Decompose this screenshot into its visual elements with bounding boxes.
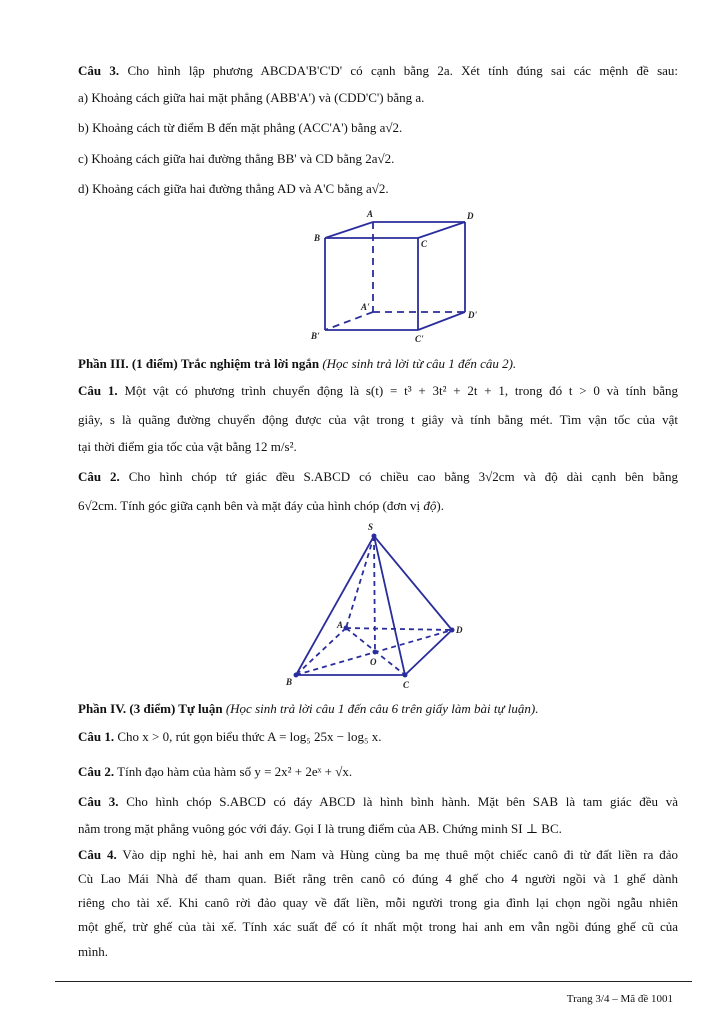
p3-q2-line2: [78, 497, 678, 515]
q3-stem-line: [78, 62, 678, 80]
p4-q3-line2: nằm trong mặt phẳng vuông góc với đáy. Gọi I là trung điểm của AB. Chứng minh SI ⊥ BC.: [78, 821, 562, 836]
cube-label-C: C: [421, 239, 428, 249]
p4-q4-text1: Vào dịp nghỉ hè, hai anh em Nam và Hùng cùng ba mẹ thuê một chiếc canô đi từ đất liền ra đảo: [122, 847, 679, 862]
pyr-label-S: S: [368, 522, 374, 532]
pyr-point-O: [373, 650, 378, 655]
cube-edge-C1D1: [418, 312, 465, 330]
p4-q2-label: Câu 2.: [78, 764, 115, 779]
footer-divider: [55, 981, 692, 982]
p3-q1-line2: giây, s là quãng đường chuyển động được của vật trong t giây và tính bằng mét. Tìm vận tốc của vật: [78, 412, 678, 427]
pyr-point-B: [294, 673, 299, 678]
part3-title: Phần III. (1 điểm) Trắc nghiệm trả lời ngắn: [78, 356, 320, 371]
pyr-label-D: D: [456, 625, 463, 635]
part3-note: (Học sinh trả lời từ câu 1 đến câu 2).: [322, 356, 517, 371]
p4-q1-text: Cho x > 0, rút gọn biểu thức A = log₅ 25x − log₅ x.: [117, 729, 382, 744]
cube-edge-BA: [325, 222, 373, 238]
p4-q4-line4: một ghế, trừ ghế của tài xế. Tính xác suất để có ít nhất một trong hai anh em vẫn ngồi đúng ghế cũ của: [78, 919, 678, 934]
q3-statement-b: b) Khoảng cách từ điểm B đến mặt phẳng (ACC'A') bằng a√2.: [78, 120, 403, 135]
p3-q1-line3: tại thời điểm gia tốc của vật bằng 12 m/s².: [78, 439, 297, 454]
pyr-edge-SC: [374, 536, 405, 675]
pyr-point-D: [450, 628, 455, 633]
cube-label-A1: A': [361, 302, 370, 312]
pyr-edge-SD: [374, 536, 452, 630]
page-footer: Trang 3/4 – Mã đề 1001: [566, 993, 673, 1005]
q3-stem: Cho hình lập phương ABCDA'B'C'D' có cạnh bằng 2a. Xét tính đúng sai các mệnh đề sau:: [127, 63, 679, 78]
q3-label: Câu 3.: [78, 63, 120, 78]
q3-statement-d: d) Khoảng cách giữa hai đường thẳng AD và A'C bằng a√2.: [78, 181, 389, 196]
p3-q2-text1: Cho hình chóp tứ giác đều S.ABCD có chiều cao bằng 3√2cm và độ dài cạnh bên bằng: [128, 469, 678, 484]
p3-q2-label: Câu 2.: [78, 469, 120, 484]
part4-note: (Học sinh trả lời câu 1 đến câu 6 trên giấy làm bài tự luận).: [225, 701, 539, 716]
p4-q2-text: Tính đạo hàm của hàm số y = 2x² + 2eˣ + √x.: [117, 764, 353, 779]
p4-q4-label: Câu 4.: [78, 847, 117, 862]
pyr-point-C: [403, 673, 408, 678]
p4-q1-label: Câu 1.: [78, 729, 115, 744]
p4-q3-text1: Cho hình chóp S.ABCD có đáy ABCD là hình bình hành. Mặt bên SAB là tam giác đều và: [126, 794, 678, 809]
p3-q1-line1: [78, 382, 678, 400]
part4-title: Phần IV. (3 điểm) Tự luận: [78, 701, 223, 716]
cube-label-D: D: [467, 211, 474, 221]
cube-label-C1: C': [415, 334, 424, 344]
p4-q3-line1: [78, 793, 678, 811]
pyramid-figure: [282, 520, 472, 690]
p4-q3-label: Câu 3.: [78, 794, 119, 809]
pyr-label-A: A: [337, 620, 344, 630]
cube-label-B: B: [314, 233, 321, 243]
part3-heading: [78, 355, 678, 373]
q3-statement-a: a) Khoảng cách giữa hai mặt phẳng (ABB'A') và (CDD'C') bằng a.: [78, 90, 425, 105]
cube-label-D1: D': [468, 310, 477, 320]
cube-edge-A1B1-hidden: [325, 312, 373, 330]
pyr-edge-SA-hidden: [346, 536, 374, 628]
pyr-edge-AB-hidden: [296, 628, 346, 675]
part4-heading: [78, 700, 678, 718]
cube-label-A: A: [367, 209, 374, 219]
pyr-label-C: C: [403, 680, 410, 690]
p4-q4-line3: riêng cho tài xế. Khi canô rời đảo quay về đất liền, mỗi người trong gia đình lại chọn ngồi ngẫu nhiên: [78, 895, 678, 910]
cube-figure: [305, 208, 485, 346]
p4-q1: [78, 728, 678, 746]
pyr-edge-SB: [296, 536, 374, 675]
pyr-point-A: [344, 626, 349, 631]
pyr-point-S: [372, 534, 377, 539]
q3-statement-c: c) Khoảng cách giữa hai đường thẳng BB' và CD bằng 2a√2.: [78, 151, 395, 166]
pyr-label-O: O: [370, 657, 377, 667]
cube-label-B1: B': [311, 331, 320, 341]
pyr-height-SO-hidden: [374, 536, 375, 652]
p3-q2-text2: 6√2cm. Tính góc giữa cạnh bên và mặt đáy của hình chóp (đơn vị: [78, 498, 424, 513]
p4-q4-line1: [78, 846, 678, 864]
p4-q2: [78, 763, 678, 781]
p3-q2-text3: ).: [436, 498, 444, 513]
p3-q1-text1: Một vật có phương trình chuyển động là s(t) = t³ + 3t² + 2t + 1, trong đó t > 0 và tính bằng: [124, 383, 679, 398]
p4-q4-line5: mình.: [78, 944, 108, 959]
p3-q2-unit: độ: [423, 498, 437, 513]
cube-edge-DC: [418, 222, 465, 238]
p4-q4-line2: Cù Lao Mái Nhà để tham quan. Biết rằng trên canô có đúng 4 ghế cho 4 người ngồi và 1 ghế dành: [78, 871, 678, 886]
p3-q2-line1: [78, 468, 678, 486]
pyr-label-B: B: [286, 677, 293, 687]
pyr-edge-AD-hidden: [346, 628, 452, 630]
p3-q1-label: Câu 1.: [78, 383, 118, 398]
